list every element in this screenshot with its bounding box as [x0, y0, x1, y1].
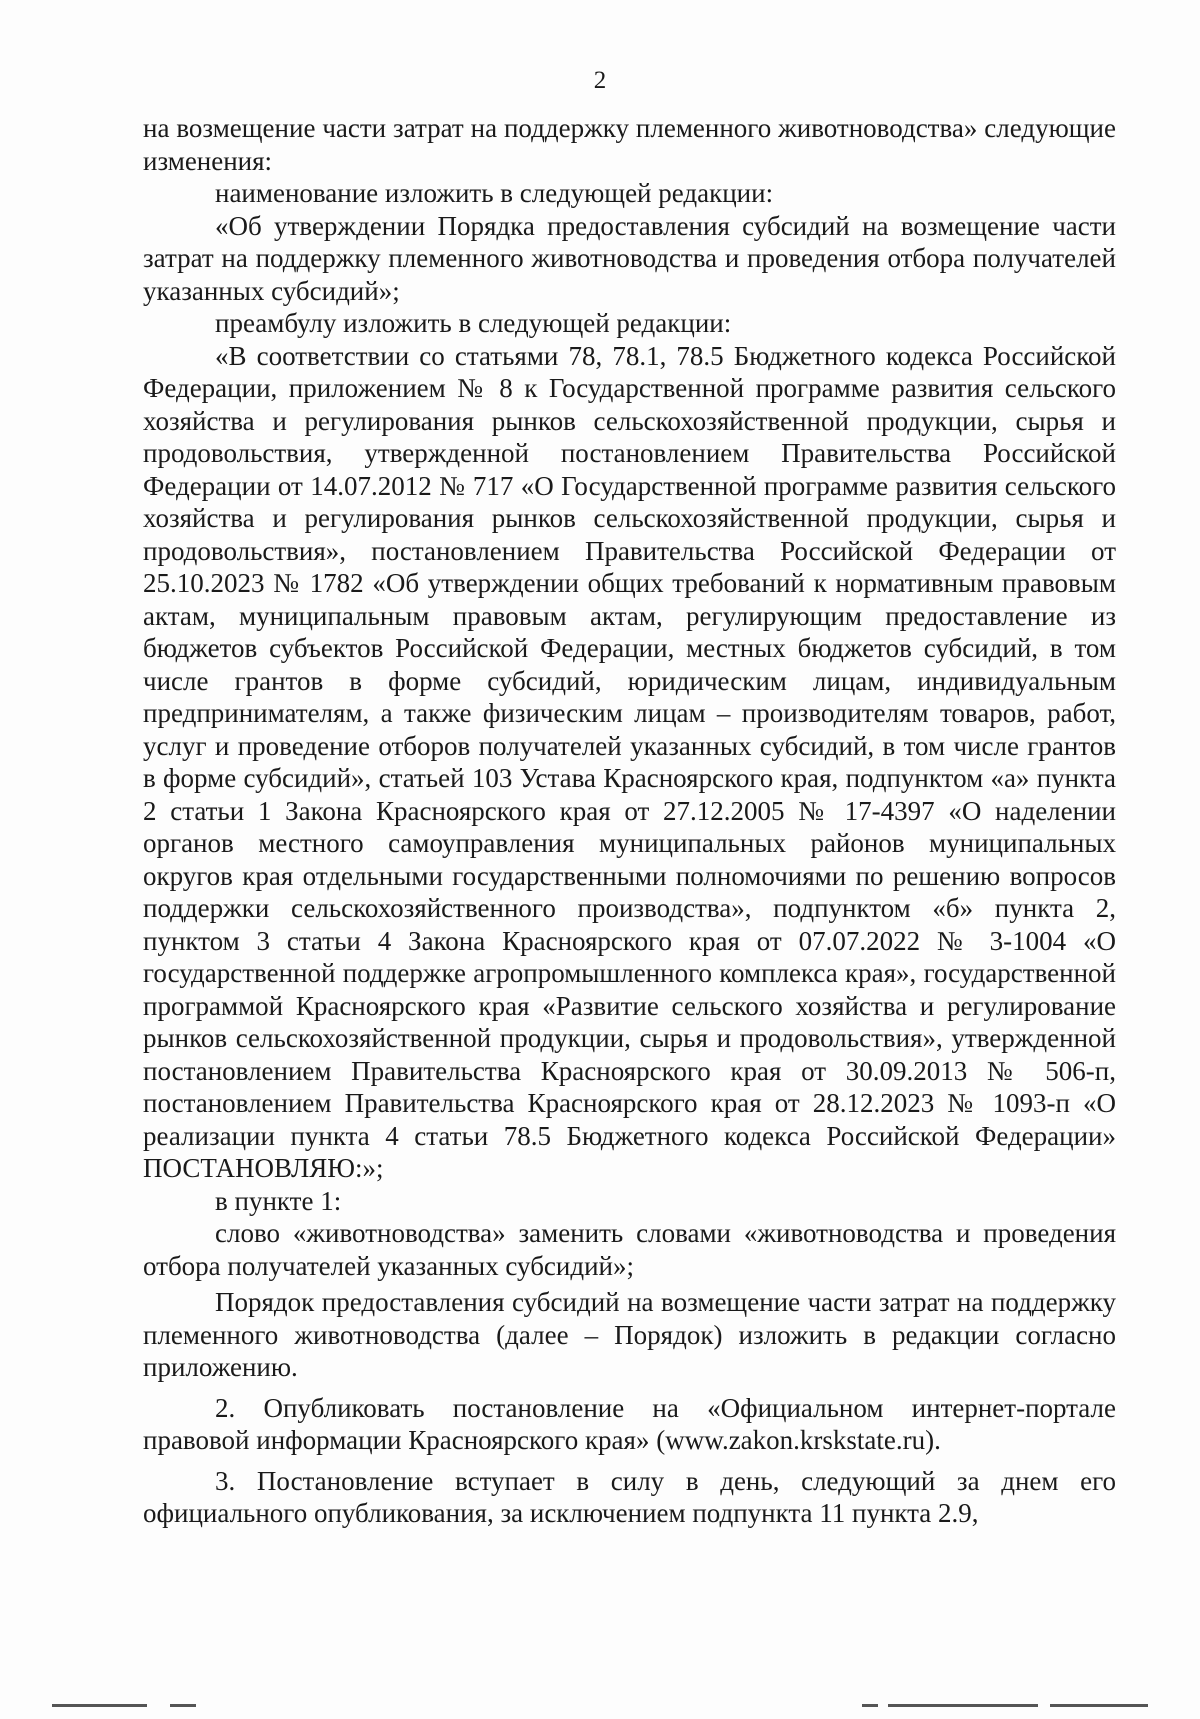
- scan-edge-marks: [0, 1689, 1200, 1719]
- paragraph-preamble-intro: преамбулу изложить в следующей редакции:: [215, 308, 732, 338]
- paragraph-entry-into-force: 3. Постановление вступает в силу в день, следующий за днем его официального опубликования, за исключением подпункта 11 пункта 2.9,: [143, 1465, 1116, 1528]
- paragraph-new-title: «Об утверждении Порядка предоставления субсидий на возмещение части затрат на поддержку племенного животноводства и проведения отбора получателей указанных субсидий»;: [143, 210, 1116, 306]
- paragraph-point-1-intro: в пункте 1:: [215, 1185, 342, 1216]
- paragraph-publish: 2. Опубликовать постановление на «Официальном интернет-портале правовой информации Красноярского края» (www.zakon.krskstate.ru).: [143, 1392, 1116, 1455]
- paragraph-preamble-text: «В соответствии со статьями 78, 78.1, 78.5 Бюджетного кодекса Российской Федерации, приложением № 8 к Государственной программе развития сельского хозяйства и регулирования рынков сельскохозяйственной продукции, сырья и продовольствия, утвержденной постановлением Правительства Российской Федерации от 14.07.2012 № 717 «О Государственной программе развития сельского хозяйства и регулирования рынков сельскохозяйственной продукции, сырья и продовольствия», постановлением Правительства Российской Федерации от 25.10.2023 № 1782 «Об утверждении общих требований к нормативным правовым актам, муниципальным правовым актам, регулирующим предоставление из бюджетов субъектов Российской Федерации, местных бюджетов субсидий, в том числе грантов в форме субсидий, юридическим лицам, индивидуальным предпринимателям, а также физическим лицам – производителям товаров, работ, услуг и проведение отборов получателей указанных субсидий, в том числе грантов в форме субсидий», статьей 103 Устава Красноярского края, подпунктом «а» пункта 2 статьи 1 Закона Красноярского края от 27.12.2005 № 17-4397 «О наделении органов местного самоуправления муниципальных районов муниципальных округов края отдельными государственными полномочиями по решению вопросов поддержки сельскохозяйственного производства», подпунктом «б» пункта 2, пунктом 3 статьи 4 Закона Красноярского края от 07.07.2022 № 3-1004 «О государственной поддержке агропромышленного комплекса края», государственной программой Красноярского края «Развитие сельского хозяйства и регулирование рынков сельскохозяйственной продукции, сырья и продовольствия», утвержденной постановлением Правительства Красноярского края от 30.09.2013 № 506-п, постановлением Правительства Красноярского края от 28.12.2023 № 1093-п «О реализации пункта 4 статьи 78.5 Бюджетного кодекса Российской Федерации» ПОСТАНОВЛЯЮ:»;: [143, 340, 1116, 1183]
- scan-mark: [52, 1704, 147, 1707]
- paragraph-word-replacement: слово «животноводства» заменить словами «животноводства и проведения отбора получателей указанных субсидий»;: [143, 1218, 1116, 1281]
- scan-mark: [888, 1704, 1038, 1707]
- page-number: 2: [593, 67, 607, 94]
- paragraph-name-change-intro: наименование изложить в следующей редакции:: [215, 178, 774, 208]
- scan-mark: [862, 1704, 878, 1707]
- scan-mark: [1050, 1704, 1148, 1707]
- paragraph-continuation: на возмещение части затрат на поддержку племенного животноводства» следующие изменения:: [143, 113, 1116, 176]
- document-body: [143, 112, 1116, 1530]
- scan-mark: [170, 1704, 196, 1707]
- paragraph-procedure-annex: Порядок предоставления субсидий на возмещение части затрат на поддержку племенного животноводства (далее – Порядок) изложить в редакции согласно приложению.: [143, 1287, 1116, 1382]
